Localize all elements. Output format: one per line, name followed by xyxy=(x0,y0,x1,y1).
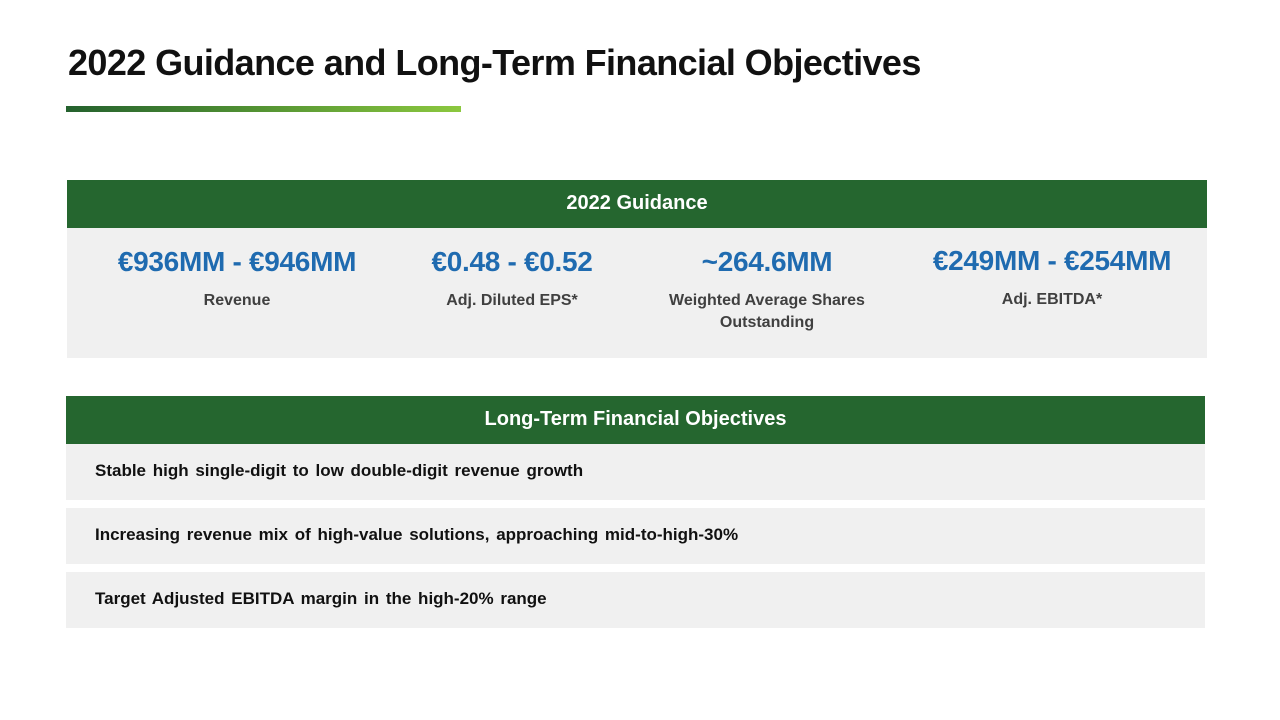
objective-text: Increasing revenue mix of high-value solutions, approaching mid-to-high-30% xyxy=(95,525,739,544)
guidance-metrics xyxy=(67,228,1207,358)
objective-text: Stable high single-digit to low double-digit revenue growth xyxy=(95,461,584,480)
guidance-panel xyxy=(67,180,1207,358)
metric-label: Adj. EBITDA* xyxy=(1001,291,1103,308)
objectives-panel xyxy=(66,396,1205,628)
guidance-header: 2022 Guidance xyxy=(67,180,1207,228)
metric-value: €0.48 - €0.52 xyxy=(431,246,593,277)
objective-item xyxy=(66,508,1205,564)
metric-revenue xyxy=(67,228,407,312)
metric-label: Adj. Diluted EPS* xyxy=(446,292,578,309)
objective-item xyxy=(66,444,1205,500)
objectives-header: Long-Term Financial Objectives xyxy=(66,396,1205,444)
metric-eps xyxy=(407,228,617,312)
objective-item xyxy=(66,572,1205,628)
metric-shares xyxy=(667,228,867,334)
metric-value: €936MM - €946MM xyxy=(117,246,357,277)
metric-label: Revenue xyxy=(203,292,271,309)
metric-value: ~264.6MM xyxy=(701,246,833,277)
metric-ebitda xyxy=(897,228,1207,311)
objective-text: Target Adjusted EBITDA margin in the high-20% range xyxy=(95,589,547,608)
metric-label: Weighted Average Shares Outstanding xyxy=(669,292,865,331)
metric-value: €249MM - €254MM xyxy=(932,245,1172,276)
title-underline xyxy=(66,106,461,112)
slide-title: 2022 Guidance and Long-Term Financial Objectives xyxy=(68,42,921,83)
